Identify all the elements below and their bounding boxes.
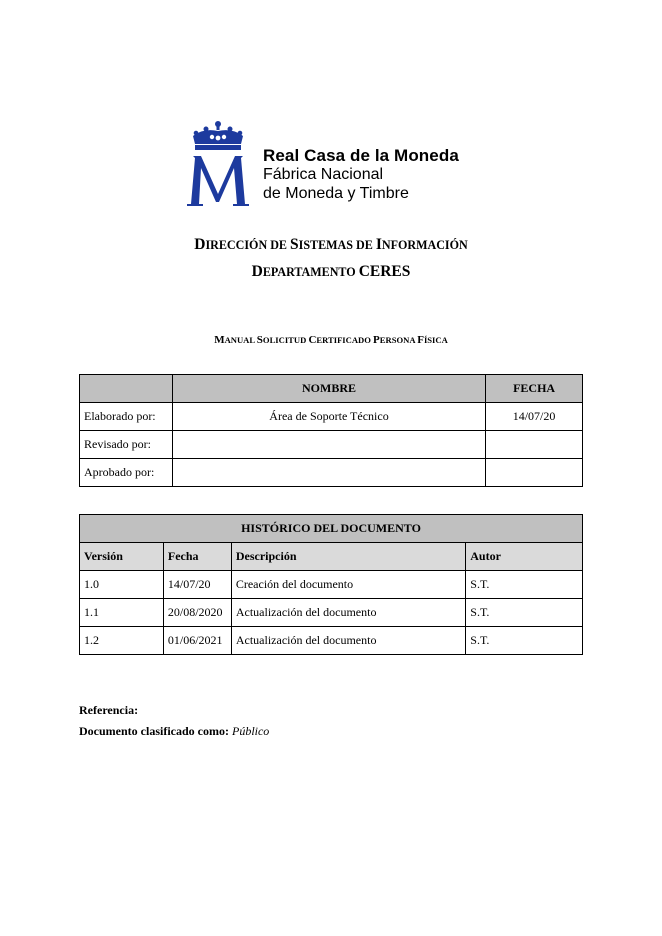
- classification-line: [79, 724, 269, 739]
- header-cell: FECHA: [486, 375, 583, 403]
- table-cell: 14/07/20: [163, 571, 231, 599]
- table-cell: Aprobado por:: [80, 459, 173, 487]
- table-row: [80, 627, 583, 655]
- crown-m-emblem-icon: [183, 120, 253, 212]
- classification-value: Público: [231, 724, 270, 738]
- table-cell: Actualización del documento: [231, 627, 465, 655]
- table-header-row: [80, 375, 583, 403]
- table-cell: [172, 431, 485, 459]
- table-cell: [486, 459, 583, 487]
- table-row: [80, 431, 583, 459]
- logo-line-2: Fábrica Nacional: [263, 166, 384, 183]
- heading-direccion: DIRECCIÓN DE SISTEMAS DE INFORMACIÓN: [194, 236, 468, 253]
- header-cell: Autor: [466, 543, 583, 571]
- table-cell: [486, 431, 583, 459]
- header-cell: Versión: [80, 543, 164, 571]
- header-cell: [80, 375, 173, 403]
- table-cell: Revisado por:: [80, 431, 173, 459]
- table-cell: 1.0: [80, 571, 164, 599]
- table-cell: Actualización del documento: [231, 599, 465, 627]
- table-cell: S.T.: [466, 627, 583, 655]
- table-cell: 01/06/2021: [163, 627, 231, 655]
- table-cell: Elaborado por:: [80, 403, 173, 431]
- header-cell: Descripción: [231, 543, 465, 571]
- history-table: [79, 514, 583, 655]
- table-header-row: [80, 543, 583, 571]
- reference-label: Referencia:: [79, 703, 139, 717]
- table-title-row: [80, 515, 583, 543]
- table-row: [80, 571, 583, 599]
- logo-line-1: Real Casa de la Moneda: [263, 146, 459, 165]
- table-cell: 1.2: [80, 627, 164, 655]
- approval-table: [79, 374, 583, 487]
- logo-line-3: de Moneda y Timbre: [263, 185, 409, 202]
- table-cell: [172, 459, 485, 487]
- header-cell: Fecha: [163, 543, 231, 571]
- table-cell: Creación del documento: [231, 571, 465, 599]
- logo: [183, 120, 493, 212]
- table-cell: 1.1: [80, 599, 164, 627]
- header-cell: NOMBRE: [172, 375, 485, 403]
- table-row: [80, 599, 583, 627]
- table-row: [80, 403, 583, 431]
- table-cell: 20/08/2020: [163, 599, 231, 627]
- classification-label: Documento clasificado como:: [79, 724, 229, 738]
- history-table-title: HISTÓRICO DEL DOCUMENTO: [80, 515, 583, 543]
- table-cell: S.T.: [466, 599, 583, 627]
- table-cell: 14/07/20: [486, 403, 583, 431]
- table-cell: S.T.: [466, 571, 583, 599]
- table-cell: Área de Soporte Técnico: [172, 403, 485, 431]
- table-row: [80, 459, 583, 487]
- heading-manual: MANUAL SOLICITUD CERTIFICADO PERSONA FÍSICA: [214, 334, 448, 346]
- heading-departamento: DEPARTAMENTO CERES: [251, 263, 411, 280]
